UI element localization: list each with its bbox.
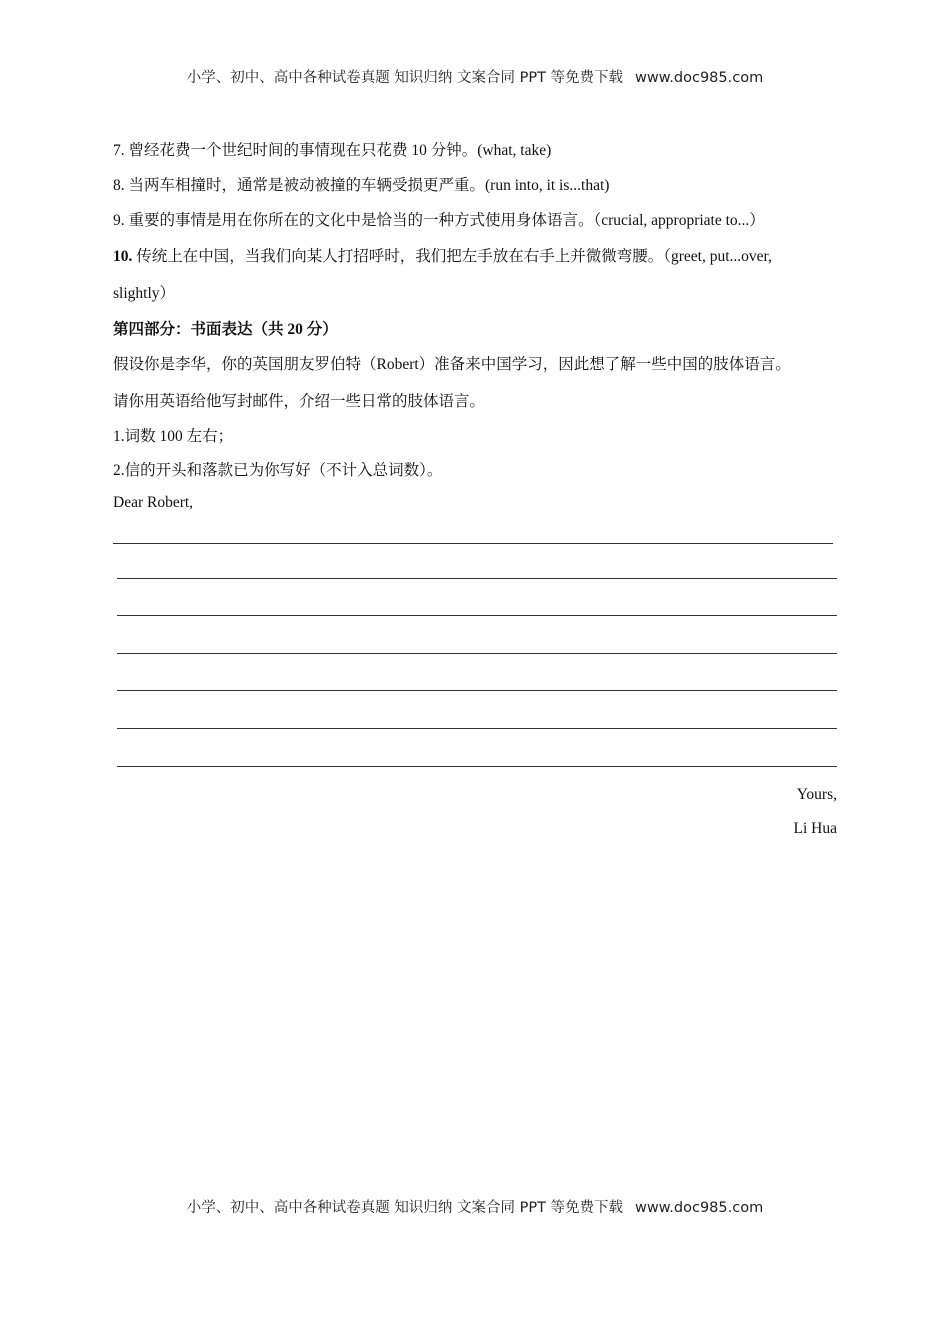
requirement-2: 2.信的开头和落款已为你写好（不计入总词数）。 [113, 462, 443, 479]
letter-signature: Li Hua [793, 820, 837, 837]
footer-text: 小学、初中、高中各种试卷真题 知识归纳 文案合同 PPT 等免费下载 [186, 1200, 624, 1216]
question-text: 曾经花费一个世纪时间的事情现在只花费 10 分钟。(what, take) [124, 142, 552, 159]
question-number: 9. [113, 212, 125, 229]
question-number: 10. [113, 248, 133, 265]
answer-line[interactable] [117, 615, 837, 616]
page-header [0, 66, 950, 87]
question-8 [113, 173, 609, 195]
question-10-continued: slightly） [113, 285, 176, 302]
question-number: 7. [113, 142, 125, 159]
prompt-line-1: 假设你是李华，你的英国朋友罗伯特（Robert）准备来中国学习，因此想了解一些中国的肢体语言。 [113, 356, 791, 373]
answer-line[interactable] [117, 690, 837, 691]
prompt-line-2: 请你用英语给他写封邮件，介绍一些日常的肢体语言。 [113, 393, 486, 410]
requirement-1: 1.词数 100 左右； [113, 428, 234, 445]
question-text: 当两车相撞时，通常是被动被撞的车辆受损更严重。(run into, it is...that) [124, 177, 610, 194]
footer-url: www.doc985.com [635, 1200, 764, 1216]
question-7 [113, 138, 551, 160]
letter-closing: Yours, [796, 786, 837, 803]
header-text: 小学、初中、高中各种试卷真题 知识归纳 文案合同 PPT 等免费下载 [186, 70, 624, 86]
answer-line[interactable] [117, 728, 837, 729]
answer-line[interactable] [117, 766, 837, 767]
question-9 [113, 208, 765, 230]
letter-greeting: Dear Robert, [113, 494, 194, 511]
question-text: 重要的事情是用在你所在的文化中是恰当的一种方式使用身体语言。（crucial, appropriate to...） [124, 212, 765, 229]
header-url: www.doc985.com [635, 70, 764, 86]
answer-line[interactable] [117, 578, 837, 579]
answer-line[interactable] [117, 653, 837, 654]
question-10 [113, 244, 772, 266]
answer-line[interactable] [113, 543, 833, 544]
page-footer [0, 1196, 950, 1217]
question-text: 传统上在中国，当我们向某人打招呼时，我们把左手放在右手上并微微弯腰。（greet, put...over, [132, 248, 772, 265]
question-number: 8. [113, 177, 125, 194]
section-title: 第四部分：书面表达（共 20 分） [113, 321, 338, 338]
